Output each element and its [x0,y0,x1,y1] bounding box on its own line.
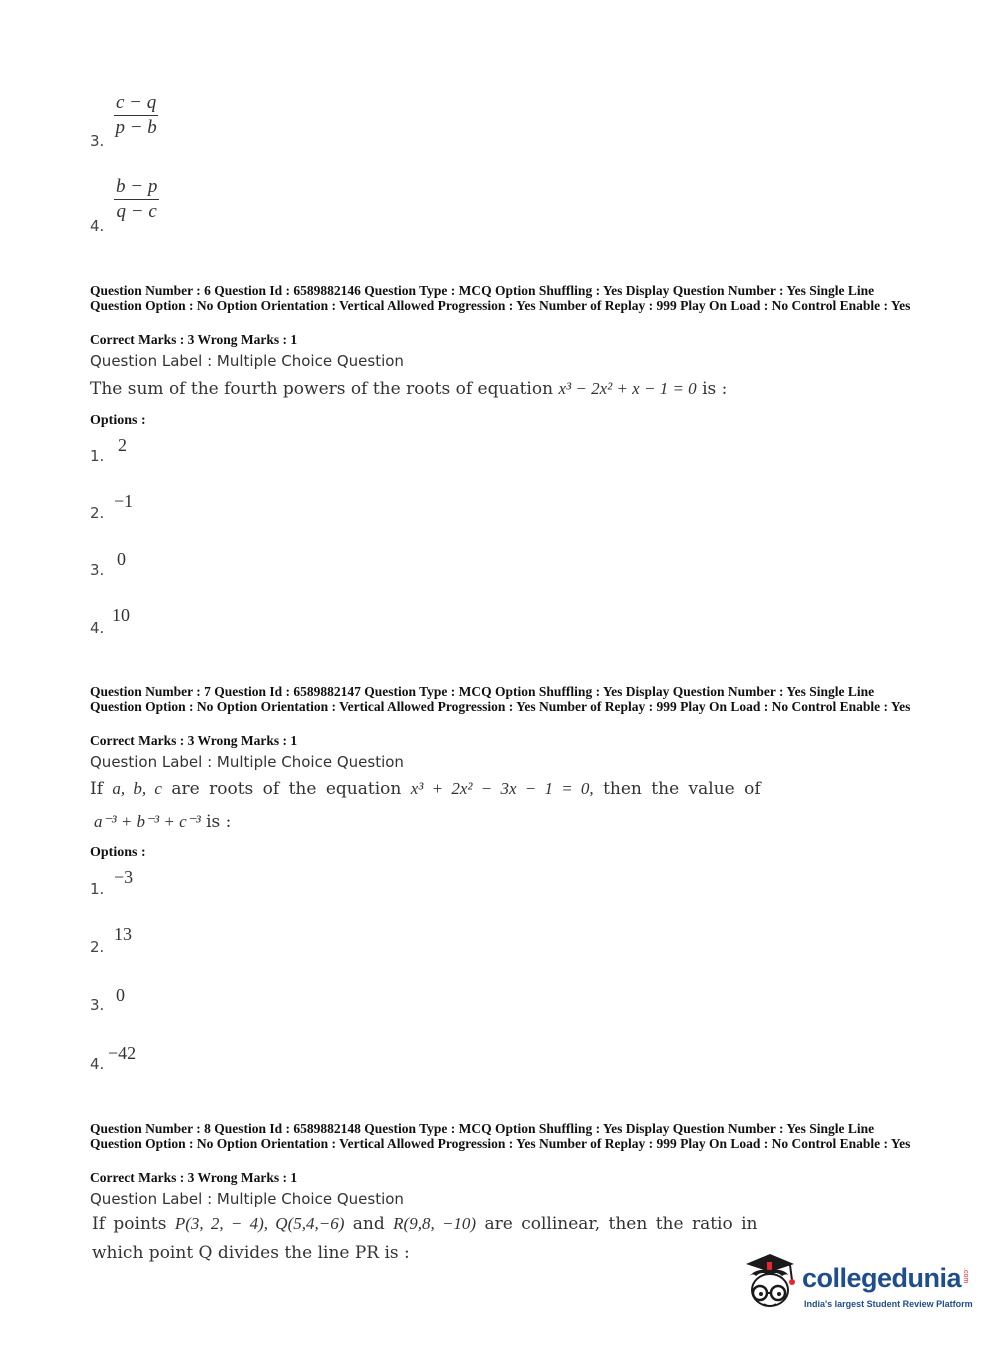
prev-option-4-number: 4. [90,217,105,235]
prev-option-3-number: 3. [90,132,105,150]
q7-marks: Correct Marks : 3 Wrong Marks : 1 [90,733,298,748]
q7-expression: a⁻³ + b⁻³ + c⁻³ [94,812,201,831]
q6-option-1-value[interactable]: 2 [118,435,127,455]
fraction-denominator: p − b [115,117,157,138]
q7-vars: a, b, c [112,779,162,798]
q7-option-3-number: 3. [90,996,105,1014]
q6-option-4-value[interactable]: 10 [112,605,130,625]
q6-options-heading: Options : [90,413,146,428]
q8-marks: Correct Marks : 3 Wrong Marks : 1 [90,1170,298,1185]
q8-and: and [344,1214,394,1234]
q8-point-r: R(9,8, −10) [393,1214,477,1233]
q6-option-2-number: 2. [90,504,105,522]
q6-option-1-number: 1. [90,447,105,465]
q7-label: Question Label : Multiple Choice Question [90,753,404,771]
q8-label: Question Label : Multiple Choice Question [90,1190,404,1208]
q6-meta: Question Number : 6 Question Id : 6589882146 Question Type : MCQ Option Shuffling : Yes Display Question Number : Yes Single Line Question Option : No Option Orientation : Vertical Allowed Progression : Yes Number of Replay : 999 Play On Load : No Control Enable : Yes [90,283,911,313]
q7-if: If [90,779,113,799]
logo-tagline: India's largest Student Review Platform [804,1299,973,1309]
q7-equation: x³ + 2x² − 3x − 1 = 0, [410,779,594,798]
q7-options-heading: Options : [90,845,146,860]
q7-end: then the value of [593,779,761,799]
fraction-numerator: b − p [114,176,159,200]
q7-mid: are roots of the equation [161,779,411,799]
q7-option-3-value[interactable]: 0 [116,985,125,1005]
q7-option-1-number: 1. [90,880,105,898]
prev-option-4-fraction [114,176,159,223]
collegedunia-logo[interactable] [740,1250,975,1318]
q7-question-line-1 [90,779,761,799]
q7-option-2-number: 2. [90,938,105,956]
q8-points-pq: P(3, 2, − 4), Q(5,4,−6) [174,1214,345,1233]
q7-option-1-value[interactable]: −3 [114,867,134,887]
logo-wordmark: collegedunia [802,1263,962,1293]
q6-text-before: The sum of the fourth powers of the roots of equation [90,379,559,399]
q8-question-line-2: which point Q divides the line PR is : [92,1243,410,1263]
logo-com: .com [962,1268,969,1284]
q8-line1-end: are collinear, then the ratio in [476,1214,758,1234]
q7-question-line-2 [94,812,231,832]
q8-question-line-1 [92,1214,758,1234]
q6-label: Question Label : Multiple Choice Question [90,352,404,370]
q6-text-after: is : [696,379,728,399]
q6-marks: Correct Marks : 3 Wrong Marks : 1 [90,332,298,347]
prev-option-3-fraction [114,92,158,139]
q6-option-3-value[interactable]: 0 [117,549,126,569]
fraction-numerator: c − q [114,92,158,116]
q7-line2-after: is : [200,812,232,832]
mascot-icon [740,1250,802,1316]
q7-option-4-number: 4. [90,1055,105,1073]
q7-meta: Question Number : 7 Question Id : 6589882147 Question Type : MCQ Option Shuffling : Yes Display Question Number : Yes Single Line Question Option : No Option Orientation : Vertical Allowed Progression : Yes Number of Replay : 999 Play On Load : No Control Enable : Yes [90,684,911,714]
q8-meta: Question Number : 8 Question Id : 6589882148 Question Type : MCQ Option Shuffling : Yes Display Question Number : Yes Single Line Question Option : No Option Orientation : Vertical Allowed Progression : Yes Number of Replay : 999 Play On Load : No Control Enable : Yes [90,1121,911,1151]
q6-option-3-number: 3. [90,561,105,579]
q6-question-text [90,379,727,399]
q7-option-4-value[interactable]: −42 [108,1043,137,1063]
q6-equation: x³ − 2x² + x − 1 = 0 [558,379,697,398]
q6-option-2-value[interactable]: −1 [114,491,134,511]
q8-if-points: If points [92,1214,175,1234]
fraction-denominator: q − c [116,201,157,222]
q6-option-4-number: 4. [90,619,105,637]
q7-option-2-value[interactable]: 13 [114,924,132,944]
